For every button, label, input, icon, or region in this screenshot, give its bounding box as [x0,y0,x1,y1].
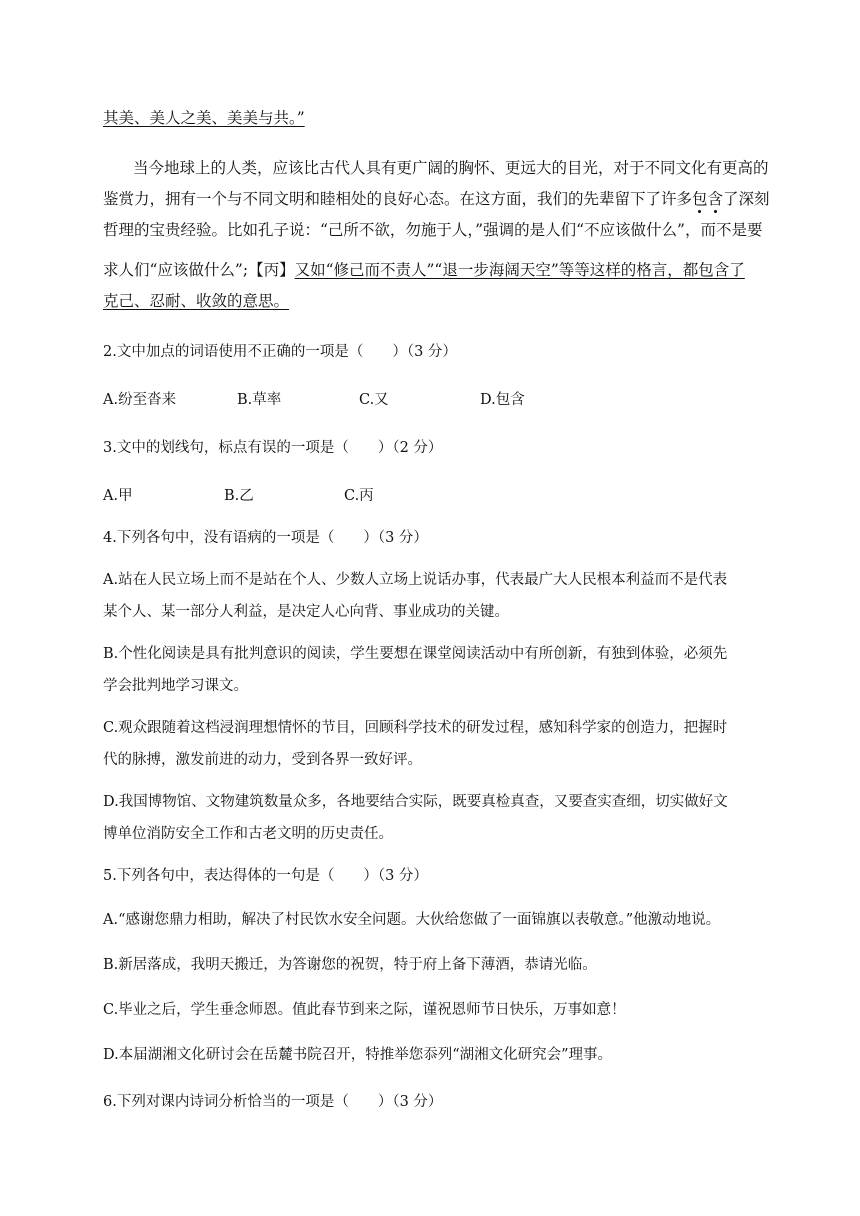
option-text: 学会批判地学习课文。 [103,678,248,694]
passage-line: 哲理的宝贵经验。比如孔子说：“己所不欲，勿施于人，”强调的是人们“不应该做什么”，而不是要 [103,221,763,239]
question-stem: 5.下列各句中，表达得体的一句是（ ）（3 分） [103,868,428,884]
option-text: D.我国博物馆、文物建筑数量众多，各地要结合实际，既要真检真查，又要查实查细，切实做好文 [103,794,728,810]
option-text: A.“感谢您鼎力相助，解决了村民饮水安全问题。大伙给您做了一面锦旗以表敬意。”他激动地说。 [103,912,721,928]
option-text: C.毕业之后，学生垂念师恩。值此春节到来之际，谨祝恩师节日快乐，万事如意！ [103,1002,626,1018]
option-row [103,486,763,506]
option-text: C.观众跟随着这档浸润理想情怀的节目，回顾科学技术的研发过程，感知科学家的创造力，把握时 [103,720,728,736]
option: A.纷至沓来 [103,392,177,408]
option: D.包含 [480,392,525,408]
underlined-sentence: 又如“修己而不责人”“退一步海阔天空”等等这样的格言，都包含了 [294,261,745,279]
dotted-char: 含 [707,190,724,208]
dotted-char: 包 [692,190,708,208]
option: C.丙 [344,488,374,504]
passage-line: 其美、美人之美、美美与共。” [103,109,305,127]
passage-text: 鉴赏力，拥有一个与不同文明和睦相处的良好心态。在这方面，我们的先辈留下了许多 [103,190,693,208]
option-text: B.个性化阅读是具有批判意识的阅读，学生要想在课堂阅读活动中有所创新，有独到体验，必须先 [103,646,728,662]
option-text: 博单位消防安全工作和古老文明的历史责任。 [103,826,393,842]
passage-line: 克己、忍耐、收敛的意思。 [103,292,290,310]
option-text: 代的脉搏，激发前进的动力，受到各界一致好评。 [103,752,422,768]
option-text: B.新居落成，我明天搬迁，为答谢您的祝贺，特于府上备下薄酒，恭请光临。 [103,957,597,973]
passage-text: 了深刻 [723,190,770,208]
passage-line [103,189,770,209]
option-text: A.站在人民立场上而不是站在个人、少数人立场上说话办事，代表最广大人民根本利益而不是代表 [103,572,728,588]
option-row [103,390,763,410]
question-stem: 6.下列对课内诗词分析恰当的一项是（ ）（3 分） [103,1094,443,1110]
passage-line [103,260,763,280]
option-text: D.本届湖湘文化研讨会在岳麓书院召开，特推举您忝列“湖湘文化研究会”理事。 [103,1047,613,1063]
question-stem: 4.下列各句中，没有语病的一项是（ ）（3 分） [103,530,428,546]
option: B.草率 [237,392,282,408]
option: A.甲 [103,488,133,504]
question-stem: 2.文中加点的词语使用不正确的一项是（ ）（3 分） [103,344,457,360]
option-text: 某个人、某一部分人利益，是决定人心向背、事业成功的关键。 [103,604,509,620]
option: C.又 [359,392,389,408]
passage-text: 求人们“应该做什么”;【丙】 [103,261,295,279]
passage-line: 当今地球上的人类，应该比古代人具有更广阔的胸怀、更远大的目光，对于不同文化有更高的 [133,159,769,177]
option: B.乙 [224,488,254,504]
question-stem: 3.文中的划线句，标点有误的一项是（ ）（2 分） [103,440,443,456]
